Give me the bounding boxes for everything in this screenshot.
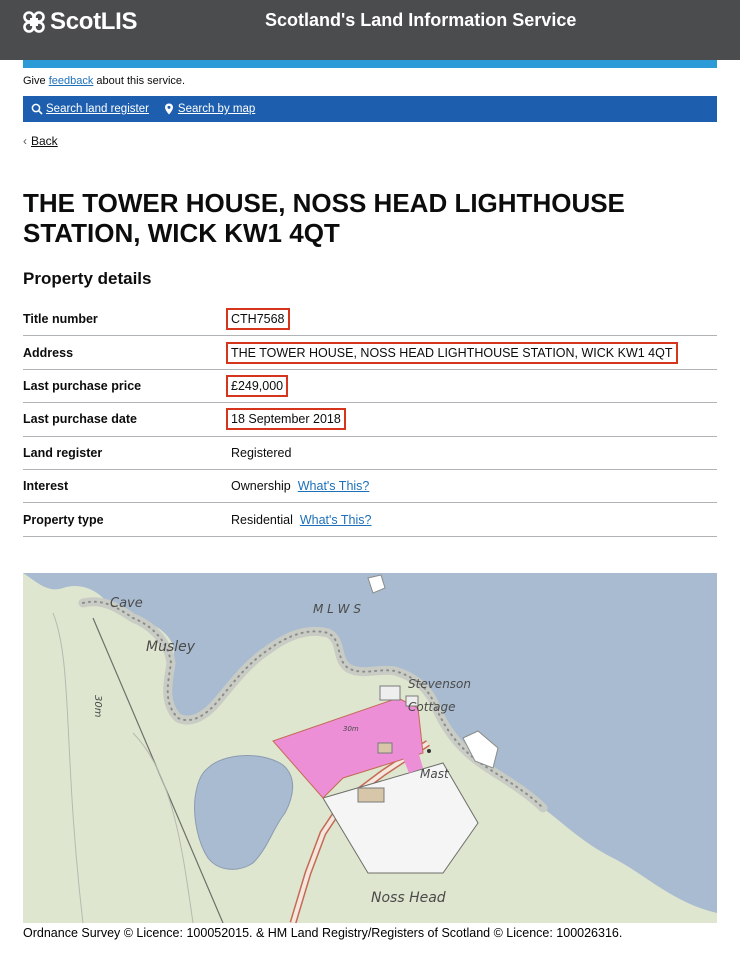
detail-row-title-number xyxy=(23,303,717,336)
section-title: Property details xyxy=(23,269,152,288)
title-number-value: CTH7568 xyxy=(226,308,290,330)
detail-row-property-type xyxy=(23,503,717,536)
map-label-musley: Musley xyxy=(146,639,196,655)
feedback-link[interactable]: feedback xyxy=(48,75,94,87)
map-label-mlws: M L W S xyxy=(313,602,361,616)
scotlis-logo[interactable] xyxy=(22,8,137,36)
purchase-date-value: 18 September 2018 xyxy=(226,408,346,430)
map-canvas[interactable] xyxy=(23,573,717,923)
search-by-map-label: Search by map xyxy=(177,103,256,115)
property-type-text: Residential xyxy=(231,512,293,527)
map-label-cottage: Cottage xyxy=(408,700,456,714)
property-type-value xyxy=(231,513,371,527)
detail-label: Land register xyxy=(23,445,103,460)
scotlis-logo-icon xyxy=(22,10,46,34)
back-link[interactable]: Back xyxy=(31,134,58,148)
building xyxy=(380,686,400,700)
chevron-left-icon: ‹ xyxy=(23,134,27,148)
map-label-inner-contour: 30m xyxy=(343,725,359,733)
site-header xyxy=(0,0,740,60)
detail-row-land-register xyxy=(23,437,717,470)
map-label-mast: Mast xyxy=(420,767,449,781)
detail-label: Last purchase date xyxy=(23,412,137,427)
search-land-register-link[interactable] xyxy=(31,103,149,115)
nav-bar xyxy=(23,96,717,122)
address-value: THE TOWER HOUSE, NOSS HEAD LIGHTHOUSE STATION, WICK KW1 4QT xyxy=(226,342,678,364)
detail-row-address xyxy=(23,336,717,369)
property-map[interactable] xyxy=(23,573,717,923)
detail-label: Title number xyxy=(23,312,98,327)
building xyxy=(358,788,384,802)
land-register-value: Registered xyxy=(231,445,292,460)
interest-text: Ownership xyxy=(231,479,291,494)
detail-row-interest xyxy=(23,470,717,503)
mast-marker xyxy=(427,749,431,753)
interest-whats-this-link[interactable]: What's This? xyxy=(297,479,370,494)
search-icon xyxy=(31,103,43,115)
map-label-stevenson: Stevenson xyxy=(408,677,471,691)
search-by-map-link[interactable] xyxy=(163,103,255,115)
page-title: THE TOWER HOUSE, NOSS HEAD LIGHTHOUSE STATION, WICK KW1 4QT xyxy=(23,188,625,248)
header-accent-stripe xyxy=(23,60,717,68)
map-label-contour: 30m xyxy=(92,695,103,718)
detail-label: Interest xyxy=(23,479,69,494)
feedback-suffix: about this service. xyxy=(93,75,186,87)
detail-label: Address xyxy=(23,345,74,360)
detail-row-purchase-price xyxy=(23,370,717,403)
purchase-price-value: £249,000 xyxy=(226,375,288,397)
feedback-banner xyxy=(23,75,185,87)
map-credit: Ordnance Survey © Licence: 100052015. & HM Land Registry/Registers of Scotland © Licence: 100026316. xyxy=(23,926,623,940)
detail-label: Last purchase price xyxy=(23,378,142,393)
detail-row-purchase-date xyxy=(23,403,717,436)
search-land-register-label: Search land register xyxy=(46,103,149,115)
map-label-cave: Cave xyxy=(110,596,143,611)
property-details-table xyxy=(23,303,717,537)
feedback-prefix: Give xyxy=(23,75,49,87)
map-label-noss-head: Noss Head xyxy=(371,890,446,906)
service-name: Scotland's Land Information Service xyxy=(265,10,577,30)
property-type-whats-this-link[interactable]: What's This? xyxy=(299,512,372,527)
back-link-container xyxy=(23,134,58,148)
detail-label: Property type xyxy=(23,512,104,527)
map-pin-icon xyxy=(163,103,175,115)
logo-text: ScotLIS xyxy=(50,8,138,35)
building xyxy=(378,743,392,753)
interest-value xyxy=(231,479,369,493)
